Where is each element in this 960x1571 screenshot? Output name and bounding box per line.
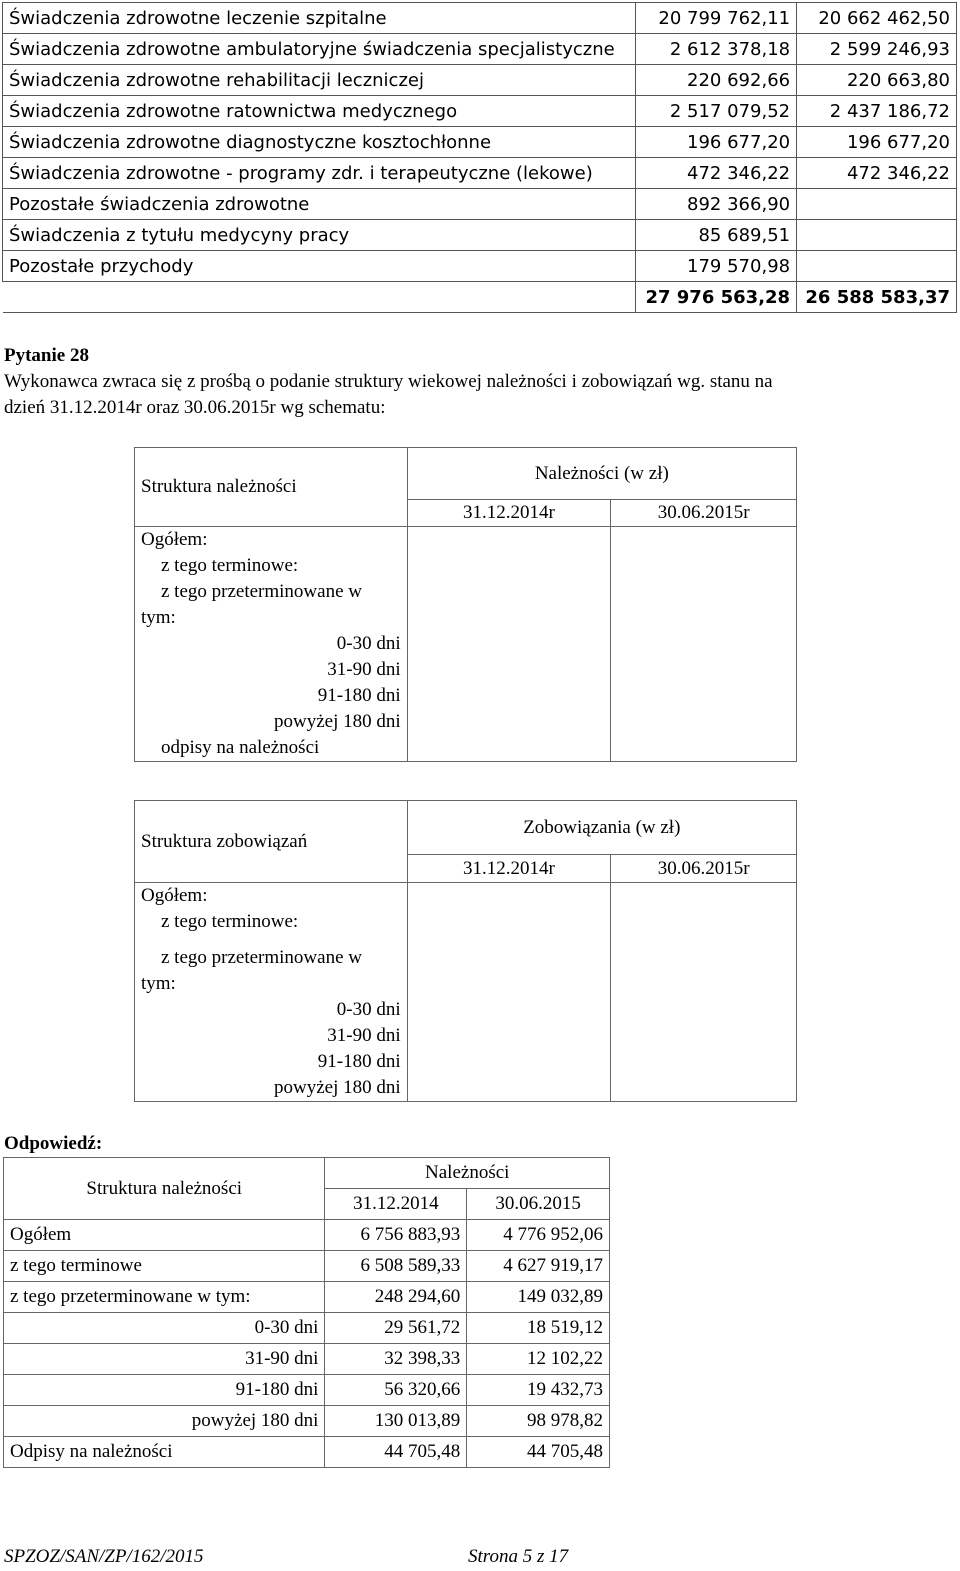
row-label: Świadczenia zdrowotne ratownictwa medycznego	[3, 96, 636, 127]
template-body-labels	[135, 883, 408, 1102]
value-2014: 130 013,89	[325, 1406, 467, 1437]
value-2014: 29 561,72	[325, 1313, 467, 1344]
row-total-label: Ogółem:	[141, 885, 208, 906]
row-writeoffs-label: odpisy na należności	[161, 737, 320, 758]
row-label: Świadczenia zdrowotne ambulatoryjne świadczenia specjalistyczne	[3, 34, 636, 65]
value-2015: 98 978,82	[467, 1406, 610, 1437]
row-label: Ogółem	[4, 1220, 325, 1251]
row-total-label: Ogółem:	[141, 529, 208, 550]
row-label: 0-30 dni	[4, 1313, 325, 1344]
value-2014: 2 612 378,18	[636, 34, 797, 65]
answer-table	[3, 1157, 610, 1468]
row-bucket-31-90: 31-90 dni	[327, 659, 401, 680]
value-2015: 4 776 952,06	[467, 1220, 610, 1251]
row-label: Świadczenia zdrowotne leczenie szpitalne	[3, 3, 636, 34]
template-header-label: Struktura zobowiązań	[135, 801, 408, 883]
table-row	[3, 189, 957, 220]
value-2015: 2 437 186,72	[797, 96, 957, 127]
answer-title: Odpowiedź:	[4, 1133, 103, 1154]
template-col-2015: 30.06.2015r	[611, 855, 797, 883]
value-2015: 196 677,20	[797, 127, 957, 158]
table-row	[4, 1375, 610, 1406]
value-2014: 44 705,48	[325, 1437, 467, 1468]
value-2015: 2 599 246,93	[797, 34, 957, 65]
value-2015: 20 662 462,50	[797, 3, 957, 34]
value-2015: 18 519,12	[467, 1313, 610, 1344]
value-2014: 220 692,66	[636, 65, 797, 96]
template-group-header: Należności (w zł)	[407, 448, 796, 500]
row-label: Pozostałe świadczenia zdrowotne	[3, 189, 636, 220]
row-label: z tego terminowe	[4, 1251, 325, 1282]
total-2014: 27 976 563,28	[636, 282, 797, 313]
row-label: Świadczenia zdrowotne - programy zdr. i terapeutyczne (lekowe)	[3, 158, 636, 189]
value-2015: 12 102,22	[467, 1344, 610, 1375]
row-overdue-label: z tego przeterminowane w	[161, 947, 362, 968]
template-body-labels	[135, 527, 408, 762]
answer-col-2014: 31.12.2014	[325, 1189, 467, 1220]
value-2014: 892 366,90	[636, 189, 797, 220]
value-2015: 472 346,22	[797, 158, 957, 189]
value-2014: 2 517 079,52	[636, 96, 797, 127]
row-bucket-0-30: 0-30 dni	[336, 999, 401, 1020]
value-2015: 19 432,73	[467, 1375, 610, 1406]
row-on-time-label: z tego terminowe:	[161, 911, 299, 932]
value-2015: 4 627 919,17	[467, 1251, 610, 1282]
table-row	[3, 251, 957, 282]
empty-cell	[611, 883, 797, 1102]
template-col-2014: 31.12.2014r	[407, 500, 611, 527]
row-label: Pozostałe przychody	[3, 251, 636, 282]
row-label: Odpisy na należności	[4, 1437, 325, 1468]
table-row	[3, 158, 957, 189]
total-row	[3, 282, 957, 313]
table-row	[4, 1344, 610, 1375]
row-bucket-91-180: 91-180 dni	[317, 1051, 401, 1072]
value-2014: 20 799 762,11	[636, 3, 797, 34]
row-bucket-91-180: 91-180 dni	[317, 685, 401, 706]
table-row	[4, 1437, 610, 1468]
value-2015	[797, 220, 957, 251]
table-row	[4, 1251, 610, 1282]
liabilities-template-table	[134, 800, 797, 1102]
total-2015: 26 588 583,37	[797, 282, 957, 313]
value-2015: 220 663,80	[797, 65, 957, 96]
row-overdue-label-cont: tym:	[141, 973, 176, 994]
row-label: 31-90 dni	[4, 1344, 325, 1375]
question-line-1: Wykonawca zwraca się z prośbą o podanie struktury wiekowej należności i zobowiązań wg. stanu na	[4, 371, 773, 392]
value-2015	[797, 189, 957, 220]
row-on-time-label: z tego terminowe:	[161, 555, 299, 576]
receivables-template-table	[134, 447, 797, 762]
value-2014: 56 320,66	[325, 1375, 467, 1406]
footer-page-number: Strona 5 z 17	[468, 1546, 569, 1567]
value-2014: 179 570,98	[636, 251, 797, 282]
table-row	[4, 1313, 610, 1344]
row-label: powyżej 180 dni	[4, 1406, 325, 1437]
table-row	[3, 65, 957, 96]
template-header-label: Struktura należności	[135, 448, 408, 527]
row-overdue-label-cont: tym:	[141, 607, 176, 628]
value-2015: 149 032,89	[467, 1282, 610, 1313]
row-label: Świadczenia zdrowotne diagnostyczne kosztochłonne	[3, 127, 636, 158]
row-bucket-180plus: powyżej 180 dni	[273, 1077, 401, 1098]
empty-cell	[611, 527, 797, 762]
template-col-2014: 31.12.2014r	[407, 855, 611, 883]
row-bucket-31-90: 31-90 dni	[327, 1025, 401, 1046]
template-col-2015: 30.06.2015r	[611, 500, 797, 527]
footer-reference: SPZOZ/SAN/ZP/162/2015	[4, 1546, 204, 1567]
value-2014: 248 294,60	[325, 1282, 467, 1313]
value-2014: 32 398,33	[325, 1344, 467, 1375]
value-2014: 196 677,20	[636, 127, 797, 158]
table-row	[3, 34, 957, 65]
row-bucket-0-30: 0-30 dni	[336, 633, 401, 654]
value-2014: 6 508 589,33	[325, 1251, 467, 1282]
template-group-header: Zobowiązania (w zł)	[407, 801, 796, 855]
table-row	[4, 1406, 610, 1437]
row-label: 91-180 dni	[4, 1375, 325, 1406]
table-row	[3, 96, 957, 127]
table-row	[3, 3, 957, 34]
value-2015	[797, 251, 957, 282]
table-row	[3, 220, 957, 251]
row-label: z tego przeterminowane w tym:	[4, 1282, 325, 1313]
row-label: Świadczenia zdrowotne rehabilitacji leczniczej	[3, 65, 636, 96]
row-overdue-label: z tego przeterminowane w	[161, 581, 362, 602]
revenue-table	[2, 2, 957, 313]
table-row	[3, 127, 957, 158]
row-label: Świadczenia z tytułu medycyny pracy	[3, 220, 636, 251]
empty-cell	[407, 527, 611, 762]
answer-group-header: Należności	[325, 1158, 610, 1189]
answer-col-2015: 30.06.2015	[467, 1189, 610, 1220]
table-row	[4, 1220, 610, 1251]
value-2014: 6 756 883,93	[325, 1220, 467, 1251]
answer-header-label: Struktura należności	[4, 1158, 325, 1220]
question-title: Pytanie 28	[4, 345, 89, 366]
value-2014: 85 689,51	[636, 220, 797, 251]
question-line-2: dzień 31.12.2014r oraz 30.06.2015r wg schematu:	[4, 397, 386, 418]
value-2014: 472 346,22	[636, 158, 797, 189]
row-bucket-180plus: powyżej 180 dni	[273, 711, 401, 732]
table-row	[4, 1282, 610, 1313]
value-2015: 44 705,48	[467, 1437, 610, 1468]
empty-cell	[407, 883, 611, 1102]
